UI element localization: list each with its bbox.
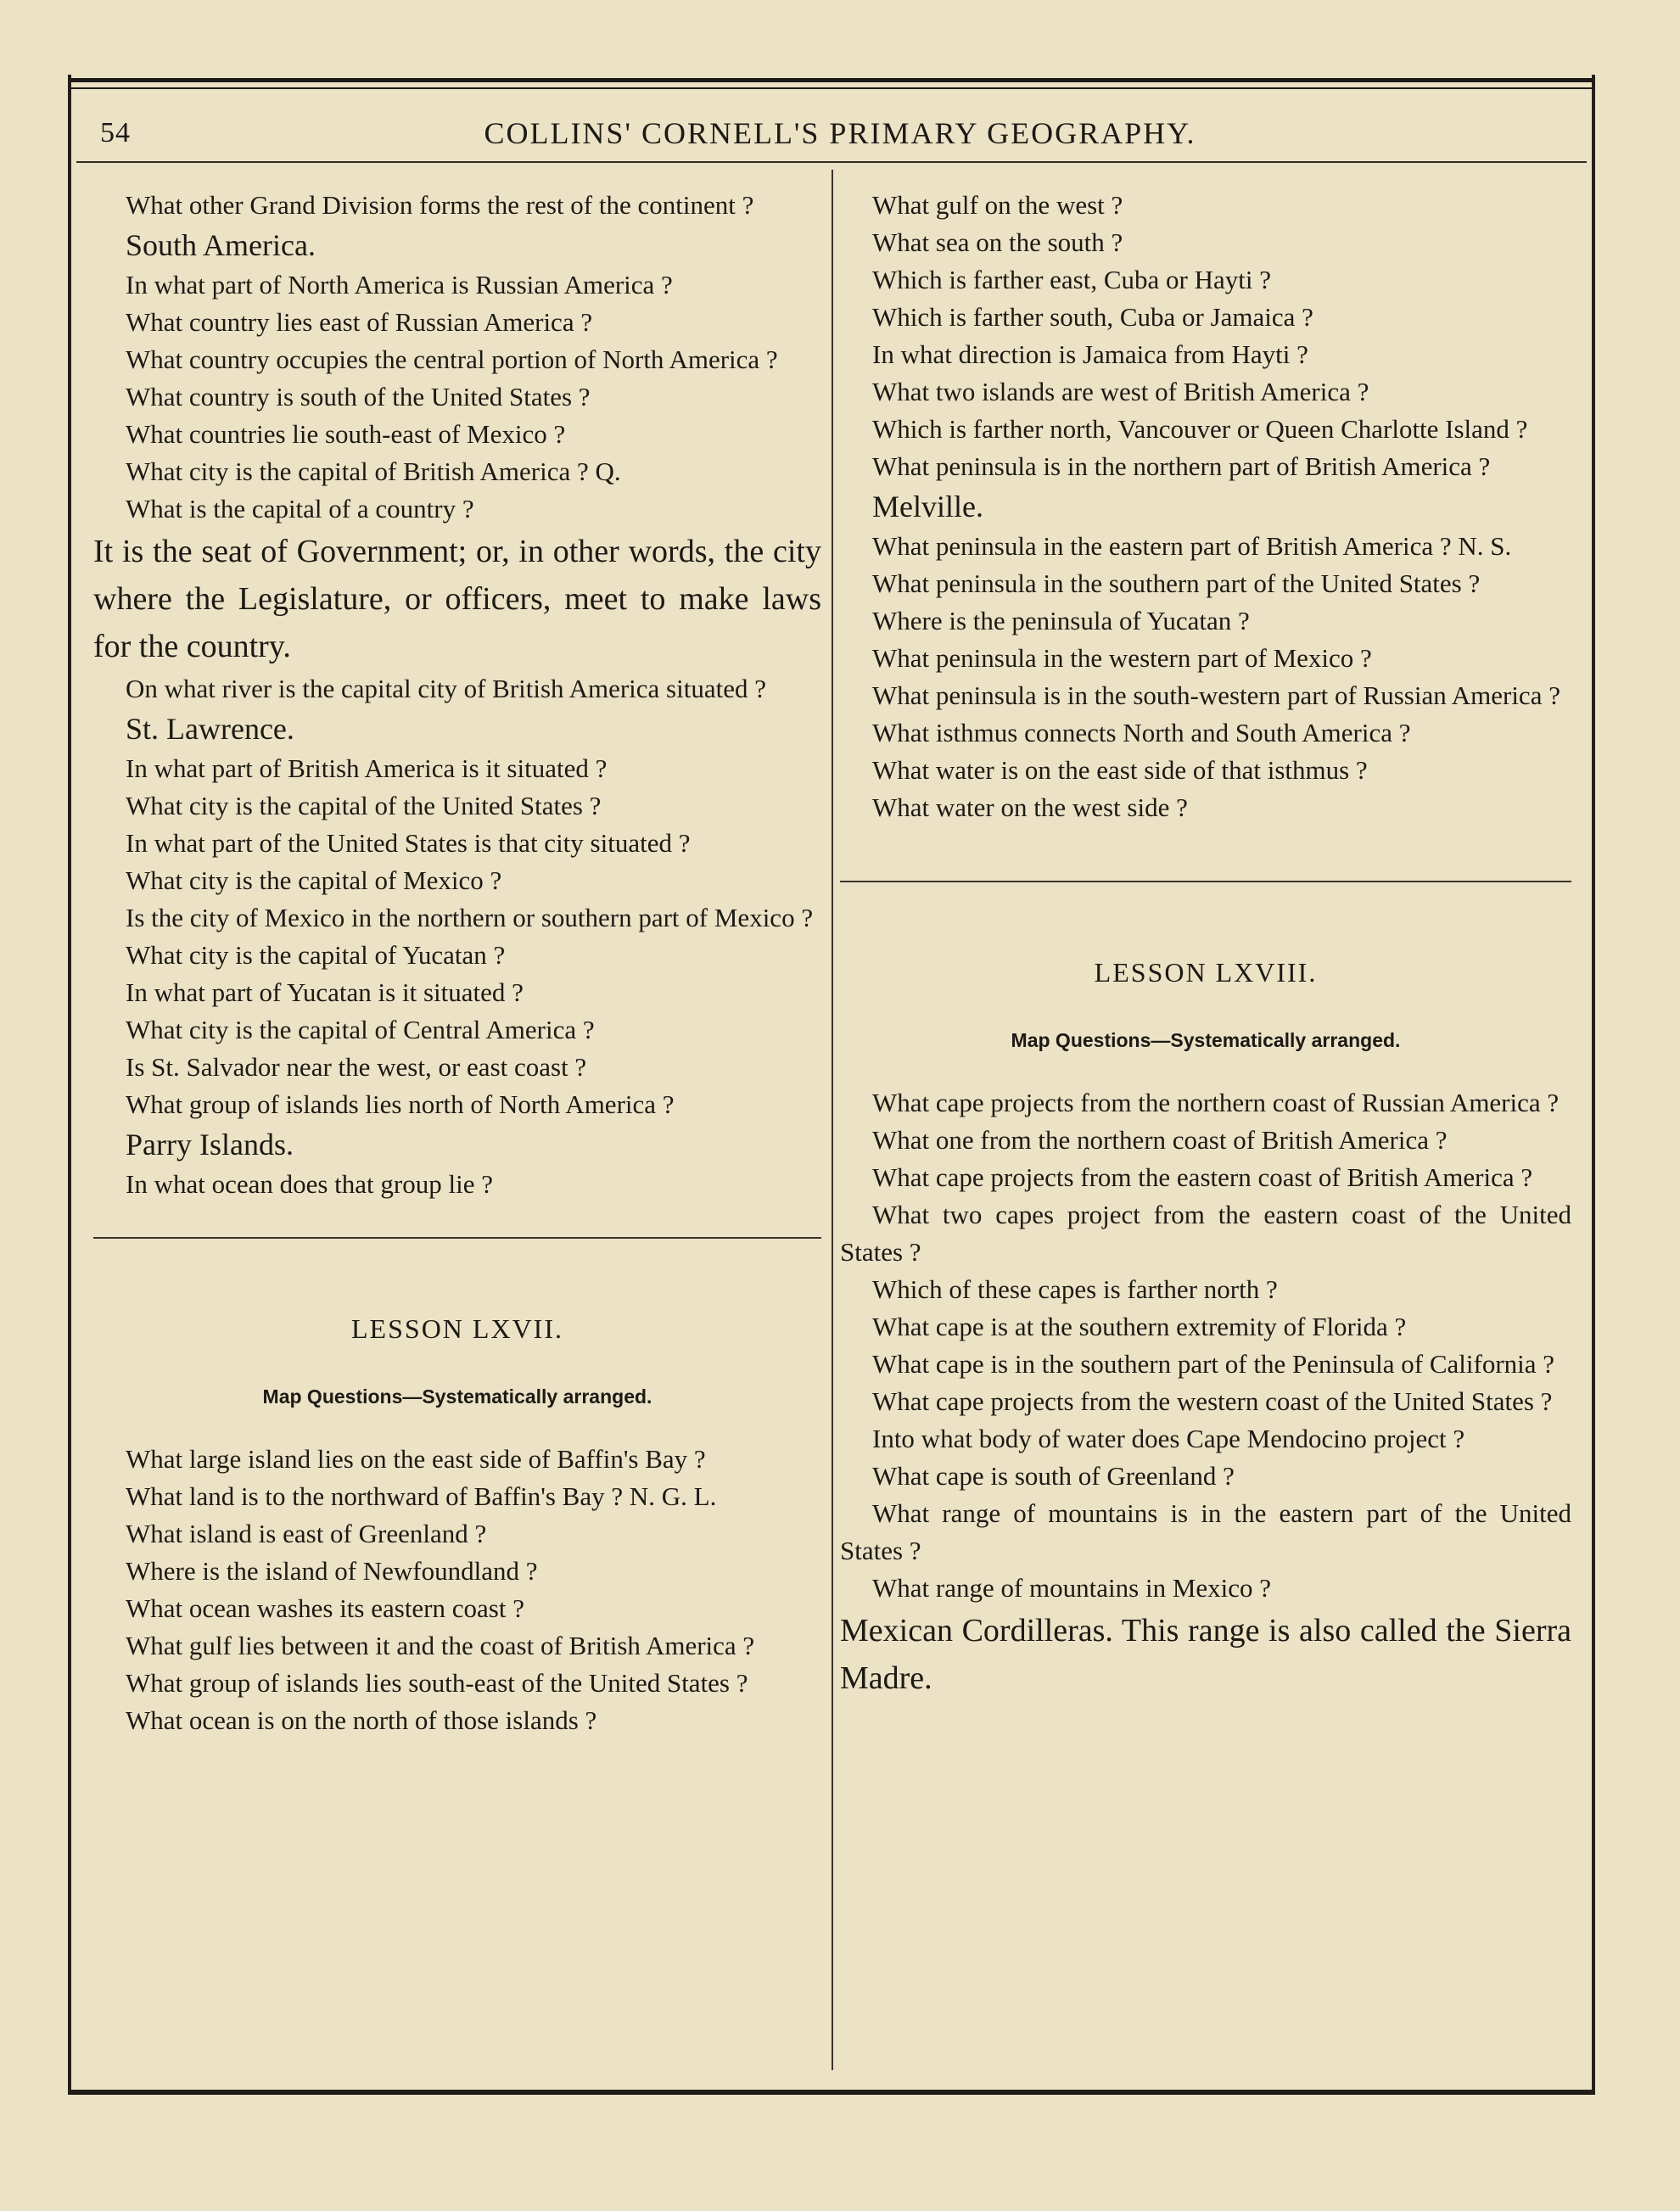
answer-line: St. Lawrence. xyxy=(126,712,294,746)
question-line: What group of islands lies south-east of the United States ? xyxy=(126,1668,748,1698)
question-line: Is the city of Mexico in the northern or southern part of Mexico ? xyxy=(126,903,814,932)
answer-line: South America. xyxy=(126,228,316,262)
question-line: What country lies east of Russian America ? xyxy=(126,307,593,337)
header-rule xyxy=(76,161,1587,163)
section-rule xyxy=(93,1237,821,1239)
question-line: What cape projects from the northern coast of Russian America ? xyxy=(872,1088,1560,1117)
question-line: Into what body of water does Cape Mendocino project ? xyxy=(872,1424,1465,1453)
question-line: What land is to the northward of Baffin's Bay ? N. G. L. xyxy=(126,1481,717,1511)
question-line: What city is the capital of British America ? Q. xyxy=(126,456,621,486)
left-column xyxy=(93,187,821,1739)
lesson-subtitle: Map Questions—Systematically arranged. xyxy=(1011,1029,1401,1051)
question-line: What large island lies on the east side of Baffin's Bay ? xyxy=(126,1444,706,1474)
question-line: In what part of British America is it situated ? xyxy=(126,753,608,783)
question-line: What group of islands lies north of North America ? xyxy=(126,1089,675,1119)
question-line: What cape projects from the eastern coast of British America ? xyxy=(872,1162,1533,1192)
question-line: Is St. Salvador near the west, or east coast ? xyxy=(126,1052,587,1082)
question-line: What peninsula is in the south-western part of Russian America ? xyxy=(872,680,1560,710)
question-line: What is the capital of a country ? xyxy=(126,494,474,523)
question-line: What one from the northern coast of British America ? xyxy=(872,1125,1448,1155)
page-number: 54 xyxy=(100,117,131,148)
question-line: In what part of the United States is that city situated ? xyxy=(126,828,691,858)
question-line: What water is on the east side of that isthmus ? xyxy=(872,755,1368,785)
question-line: What range of mountains is in the eastern part of the United States ? xyxy=(840,1498,1571,1565)
answer-line: Parry Islands. xyxy=(126,1128,294,1161)
column-divider xyxy=(832,170,833,2070)
right-lesson-questions xyxy=(840,1084,1571,1702)
section-rule xyxy=(840,881,1571,882)
question-line: Where is the peninsula of Yucatan ? xyxy=(872,606,1250,635)
question-line: Where is the island of Newfoundland ? xyxy=(126,1556,538,1586)
lesson-subtitle: Map Questions—Systematically arranged. xyxy=(262,1385,652,1408)
question-line: What water on the west side ? xyxy=(872,792,1188,822)
bottom-rule xyxy=(68,2092,1595,2095)
question-line: What two islands are west of British America ? xyxy=(872,377,1369,406)
question-line: What ocean washes its eastern coast ? xyxy=(126,1593,524,1623)
question-line: What two capes project from the eastern coast of the United States ? xyxy=(840,1200,1571,1267)
question-line: In what ocean does that group lie ? xyxy=(126,1169,493,1199)
lesson-title: LESSON LXVIII. xyxy=(1094,957,1318,988)
question-line: What countries lie south-east of Mexico ? xyxy=(126,419,566,449)
question-line: What gulf lies between it and the coast of British America ? xyxy=(126,1631,755,1660)
question-line: In what part of Yucatan is it situated ? xyxy=(126,977,524,1007)
question-line: What gulf on the west ? xyxy=(872,190,1123,220)
question-line: What city is the capital of the United States ? xyxy=(126,791,602,820)
question-line: What other Grand Division forms the rest of the continent ? xyxy=(126,190,754,220)
question-line: What cape is in the southern part of the Peninsula of California ? xyxy=(872,1349,1555,1379)
question-line: In what part of North America is Russian America ? xyxy=(126,270,673,299)
question-line: On what river is the capital city of British America situated ? xyxy=(126,674,766,703)
question-line: What city is the capital of Mexico ? xyxy=(126,865,502,895)
question-line: What range of mountains in Mexico ? xyxy=(872,1573,1272,1603)
question-line: What cape is at the southern extremity of Florida ? xyxy=(872,1312,1407,1341)
question-line: Which is farther east, Cuba or Hayti ? xyxy=(872,265,1271,294)
question-line: What country occupies the central portion of North America ? xyxy=(126,344,778,374)
right-column xyxy=(840,187,1571,1702)
question-line: Which is farther north, Vancouver or Queen Charlotte Island ? xyxy=(872,414,1528,444)
answer-line: Melville. xyxy=(872,490,983,523)
running-title: COLLINS' CORNELL'S PRIMARY GEOGRAPHY. xyxy=(484,116,1196,150)
question-line: What city is the capital of Yucatan ? xyxy=(126,940,506,970)
question-line: What peninsula in the southern part of the United States ? xyxy=(872,568,1481,598)
question-line: Which of these capes is farther north ? xyxy=(872,1274,1278,1304)
lesson-title: LESSON LXVII. xyxy=(351,1313,563,1344)
question-line: What island is east of Greenland ? xyxy=(126,1519,487,1548)
question-line: What sea on the south ? xyxy=(872,227,1123,257)
question-line: What peninsula is in the northern part of British America ? xyxy=(872,451,1491,481)
left-lesson-questions xyxy=(93,1441,821,1739)
question-line: What cape is south of Greenland ? xyxy=(872,1461,1235,1491)
question-line: What ocean is on the north of those islands ? xyxy=(126,1705,597,1735)
question-line: What country is south of the United States ? xyxy=(126,382,591,411)
right-question-block xyxy=(840,187,1571,826)
answer-paragraph: It is the seat of Government; or, in other words, the city where the Legislature, or officers, meet to make laws for the country. xyxy=(93,534,821,664)
question-line: What cape projects from the western coast of the United States ? xyxy=(872,1386,1553,1416)
left-question-block xyxy=(93,187,821,1203)
question-line: What city is the capital of Central America ? xyxy=(126,1015,595,1044)
question-line: What peninsula in the eastern part of British America ? N. S. xyxy=(872,531,1512,561)
question-line: What peninsula in the western part of Mexico ? xyxy=(872,643,1372,673)
answer-paragraph: Mexican Cordilleras. This range is also called the Sierra Madre. xyxy=(840,1613,1571,1696)
question-line: What isthmus connects North and South America ? xyxy=(872,718,1411,747)
question-line: In what direction is Jamaica from Hayti ? xyxy=(872,339,1308,369)
question-line: Which is farther south, Cuba or Jamaica ? xyxy=(872,302,1313,332)
